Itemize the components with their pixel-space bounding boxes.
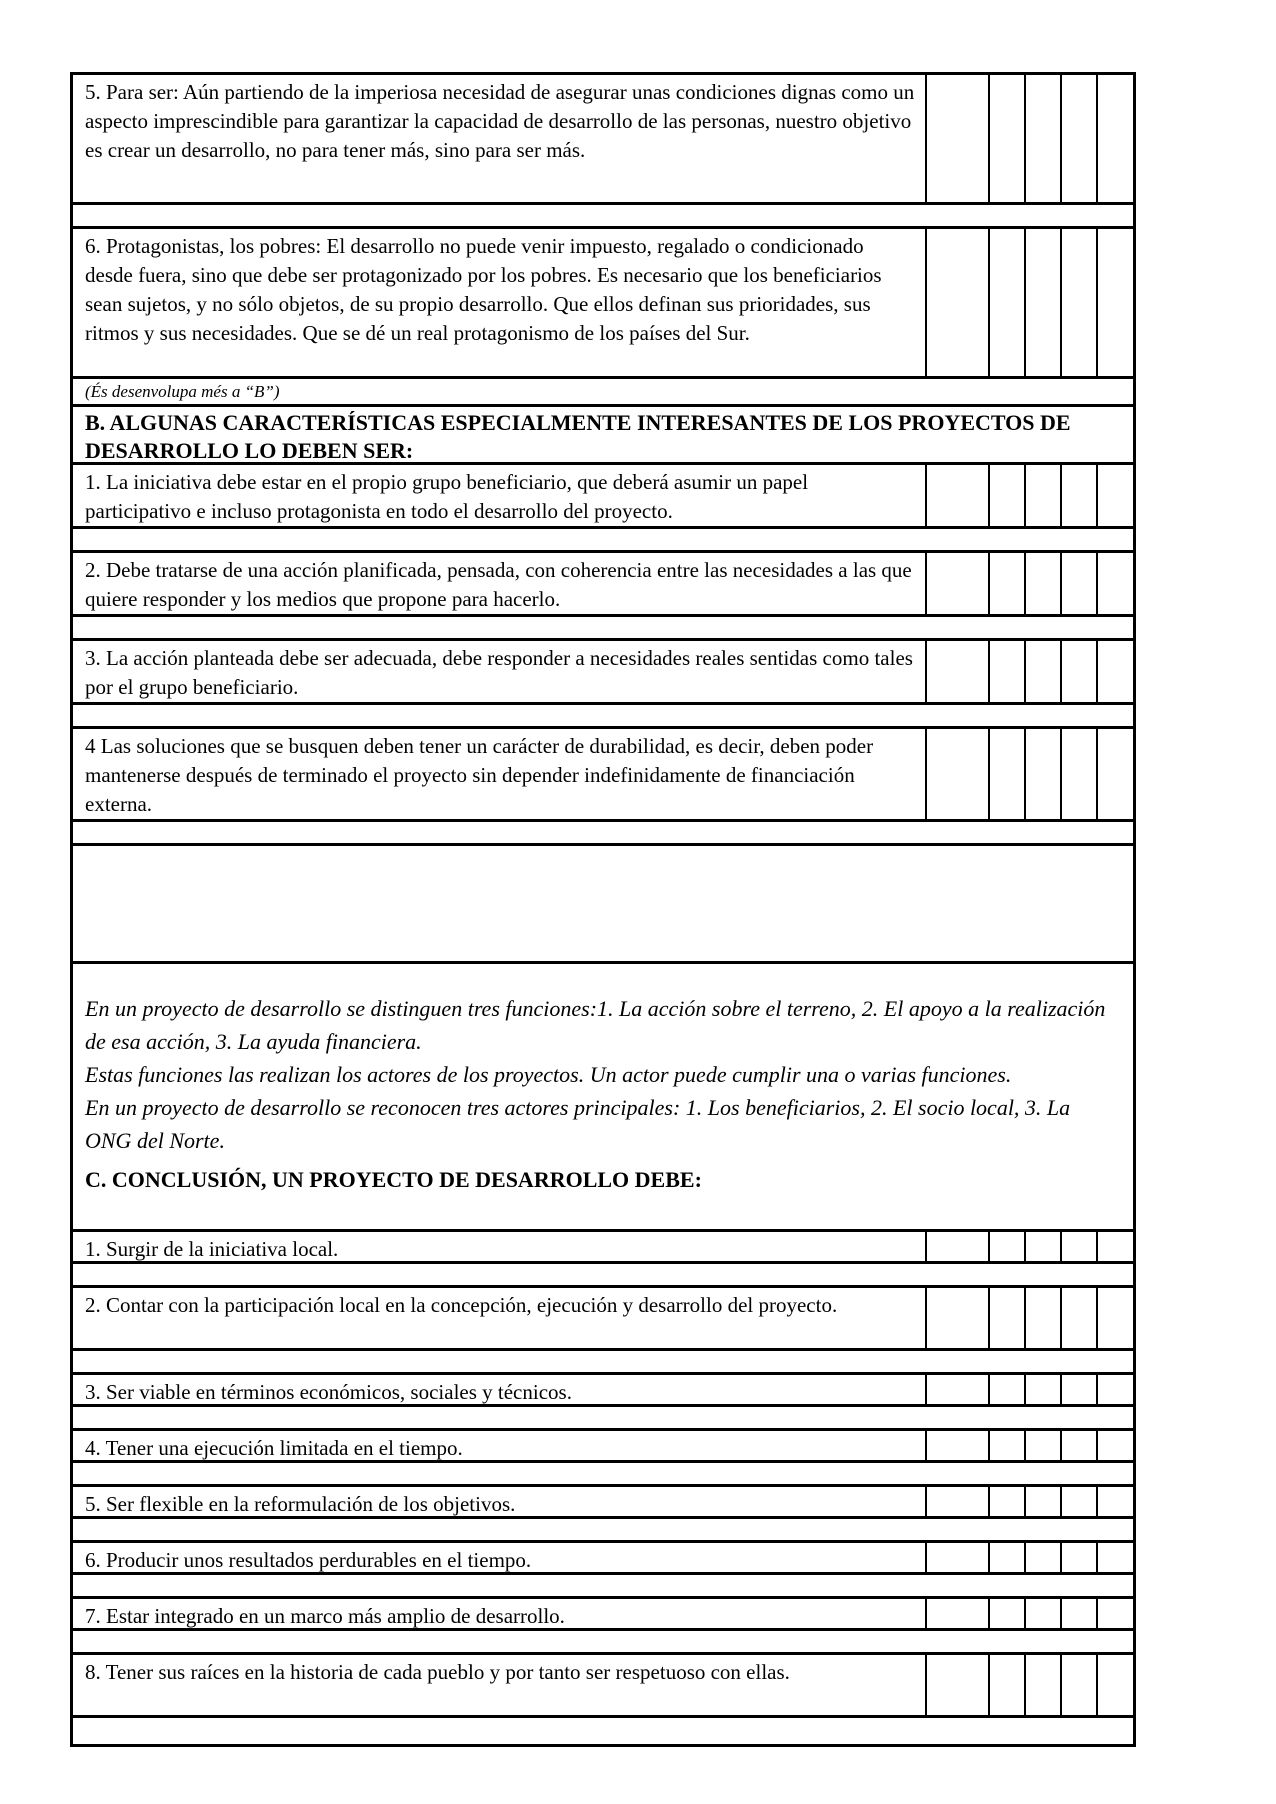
rating-cell xyxy=(1096,229,1133,376)
rating-cell xyxy=(1060,1431,1096,1460)
section-b-header xyxy=(73,407,1133,465)
spacer-row xyxy=(73,529,1133,553)
rating-cell xyxy=(988,1599,1024,1628)
item-text: 1. Surgir de la iniciativa local. xyxy=(85,1237,339,1261)
item-row-c1 xyxy=(73,1232,1133,1264)
rating-cell xyxy=(1024,1232,1060,1261)
rating-cell xyxy=(988,1232,1024,1261)
spacer-row xyxy=(73,1519,1133,1543)
rating-cell xyxy=(988,1288,1024,1348)
rating-cell xyxy=(988,229,1024,376)
rating-cell xyxy=(988,641,1024,702)
discussion-paragraph: Estas funciones las realizan los actores de los proyectos. Un actor puede cumplir una o varias funciones. xyxy=(85,1062,1012,1087)
note-row xyxy=(73,379,1133,407)
rating-cell xyxy=(1024,1288,1060,1348)
section-c-title: C. CONCLUSIÓN, UN PROYECTO DE DESARROLLO DEBE: xyxy=(85,1167,702,1192)
rating-cell xyxy=(1024,729,1060,819)
item-row-b4 xyxy=(73,729,1133,822)
item-text: 2. Debe tratarse de una acción planificada, pensada, con coherencia entre las necesidades a las que quiere responder y los medios que propone para hacerlo. xyxy=(85,558,912,611)
spacer-row xyxy=(73,1351,1133,1375)
rating-cell xyxy=(1060,641,1096,702)
item-row-b2 xyxy=(73,553,1133,617)
rating-cell xyxy=(925,1543,988,1572)
rating-cell xyxy=(988,1431,1024,1460)
rating-cell xyxy=(988,1543,1024,1572)
item-text: 3. Ser viable en términos económicos, sociales y técnicos. xyxy=(85,1380,572,1404)
rating-cell xyxy=(1060,1288,1096,1348)
rating-cell xyxy=(1024,1431,1060,1460)
rating-cell xyxy=(1096,1487,1133,1516)
rating-cell xyxy=(1060,1655,1096,1715)
rating-cell xyxy=(1060,1232,1096,1261)
note-text: (És desenvolupa més a “B”) xyxy=(85,382,280,401)
discussion-paragraph: En un proyecto de desarrollo se distinguen tres funciones:1. La acción sobre el terreno, 2. El apoyo a la realización de esa acción, 3. La ayuda financiera. xyxy=(85,996,1106,1054)
rating-cell xyxy=(1096,553,1133,614)
item-row-b1 xyxy=(73,465,1133,529)
assessment-table xyxy=(70,72,1136,1747)
rating-cell xyxy=(1024,1599,1060,1628)
item-row-c3 xyxy=(73,1375,1133,1407)
rating-cell xyxy=(1096,1543,1133,1572)
rating-cell xyxy=(988,553,1024,614)
rating-cell xyxy=(1096,75,1133,202)
spacer-row xyxy=(73,1264,1133,1288)
spacer-row xyxy=(73,1463,1133,1487)
item-text: 5. Ser flexible en la reformulación de los objetivos. xyxy=(85,1492,516,1516)
rating-cell xyxy=(1060,1487,1096,1516)
item-row-c4 xyxy=(73,1431,1133,1463)
item-row-c6 xyxy=(73,1543,1133,1575)
item-text: 7. Estar integrado en un marco más amplio de desarrollo. xyxy=(85,1604,565,1628)
rating-cell xyxy=(988,465,1024,526)
item-row-c5 xyxy=(73,1487,1133,1519)
rating-cell xyxy=(1024,1655,1060,1715)
item-row-b3 xyxy=(73,641,1133,705)
rating-cell xyxy=(1060,1543,1096,1572)
item-text: 2. Contar con la participación local en la concepción, ejecución y desarrollo del proyecto. xyxy=(85,1293,838,1317)
rating-cell xyxy=(988,729,1024,819)
rating-cell xyxy=(988,1655,1024,1715)
rating-cell xyxy=(1024,75,1060,202)
item-row-a6 xyxy=(73,229,1133,379)
rating-cell xyxy=(1060,553,1096,614)
rating-cell xyxy=(925,641,988,702)
item-text: 6. Protagonistas, los pobres: El desarrollo no puede venir impuesto, regalado o condicionado desde fuera, sino que debe ser protagonizado por los pobres. Es necesario que los beneficiarios sean sujetos, y no sólo objetos, de su propio desarrollo. Que ellos definan sus prioridades, sus ritmos y sus necesidades. Que se dé un real protagonismo de los países del Sur. xyxy=(85,234,882,345)
rating-cell xyxy=(1060,229,1096,376)
rating-cell xyxy=(925,1599,988,1628)
rating-cell xyxy=(925,729,988,819)
rating-cell xyxy=(925,229,988,376)
rating-cell xyxy=(1060,75,1096,202)
rating-cell xyxy=(1024,1487,1060,1516)
rating-cell xyxy=(925,75,988,202)
rating-cell xyxy=(1024,465,1060,526)
rating-cell xyxy=(1096,1655,1133,1715)
item-row-c7 xyxy=(73,1599,1133,1631)
spacer-row xyxy=(73,1631,1133,1655)
rating-cell xyxy=(925,1487,988,1516)
rating-cell xyxy=(1024,1375,1060,1404)
rating-cell xyxy=(988,75,1024,202)
item-text: 1. La iniciativa debe estar en el propio grupo beneficiario, que deberá asumir un papel participativo e incluso protagonista en todo el desarrollo del proyecto. xyxy=(85,470,809,523)
rating-cell xyxy=(1060,1375,1096,1404)
rating-cell xyxy=(1096,1232,1133,1261)
rating-cell xyxy=(925,1232,988,1261)
item-row-c2 xyxy=(73,1288,1133,1351)
rating-cell xyxy=(1096,641,1133,702)
spacer-row xyxy=(73,1718,1133,1744)
rating-cell xyxy=(1060,1599,1096,1628)
blank-row xyxy=(73,846,1133,964)
item-text: 3. La acción planteada debe ser adecuada, debe responder a necesidades reales sentidas como tales por el grupo beneficiario. xyxy=(85,646,913,699)
rating-cell xyxy=(925,1655,988,1715)
rating-cell xyxy=(925,1431,988,1460)
spacer-row xyxy=(73,617,1133,641)
item-text: 4. Tener una ejecución limitada en el tiempo. xyxy=(85,1436,463,1460)
item-text: 6. Producir unos resultados perdurables en el tiempo. xyxy=(85,1548,532,1572)
rating-cell xyxy=(1060,465,1096,526)
rating-cell xyxy=(1096,1431,1133,1460)
spacer-row xyxy=(73,822,1133,846)
rating-cell xyxy=(1024,229,1060,376)
rating-cell xyxy=(925,1288,988,1348)
rating-cell xyxy=(1024,1543,1060,1572)
item-text: 8. Tener sus raíces en la historia de cada pueblo y por tanto ser respetuoso con ellas. xyxy=(85,1660,790,1684)
rating-cell xyxy=(1060,729,1096,819)
rating-cell xyxy=(1024,641,1060,702)
section-b-title: B. ALGUNAS CARACTERÍSTICAS ESPECIALMENTE INTERESANTES DE LOS PROYECTOS DE DESARROLLO LO DEBEN SER: xyxy=(85,410,1071,462)
rating-cell xyxy=(925,465,988,526)
spacer-row xyxy=(73,705,1133,729)
rating-cell xyxy=(988,1375,1024,1404)
rating-cell xyxy=(1096,729,1133,819)
rating-cell xyxy=(1096,465,1133,526)
discussion-row xyxy=(73,964,1133,1232)
spacer-row xyxy=(73,1575,1133,1599)
rating-cell xyxy=(925,553,988,614)
discussion-cell xyxy=(73,964,1133,1229)
rating-cell xyxy=(988,1487,1024,1516)
rating-cell xyxy=(1096,1288,1133,1348)
item-text: 4 Las soluciones que se busquen deben tener un carácter de durabilidad, es decir, deben poder mantenerse después de terminado el proyecto sin depender indefinidamente de financiación externa. xyxy=(85,734,874,816)
rating-cell xyxy=(1096,1375,1133,1404)
item-text: 5. Para ser: Aún partiendo de la imperiosa necesidad de asegurar unas condiciones dignas como un aspecto imprescindible para garantizar la capacidad de desarrollo de las personas, nuestro objetivo es crear un desarrollo, no para tener más, sino para ser más. xyxy=(85,80,915,162)
spacer-row xyxy=(73,1407,1133,1431)
rating-cell xyxy=(1024,553,1060,614)
item-row-c8 xyxy=(73,1655,1133,1718)
rating-cell xyxy=(925,1375,988,1404)
spacer-row xyxy=(73,205,1133,229)
rating-cell xyxy=(1096,1599,1133,1628)
item-row-a5 xyxy=(73,75,1133,205)
discussion-paragraph: En un proyecto de desarrollo se reconocen tres actores principales: 1. Los beneficiarios, 2. El socio local, 3. La ONG del Norte. xyxy=(85,1095,1071,1153)
